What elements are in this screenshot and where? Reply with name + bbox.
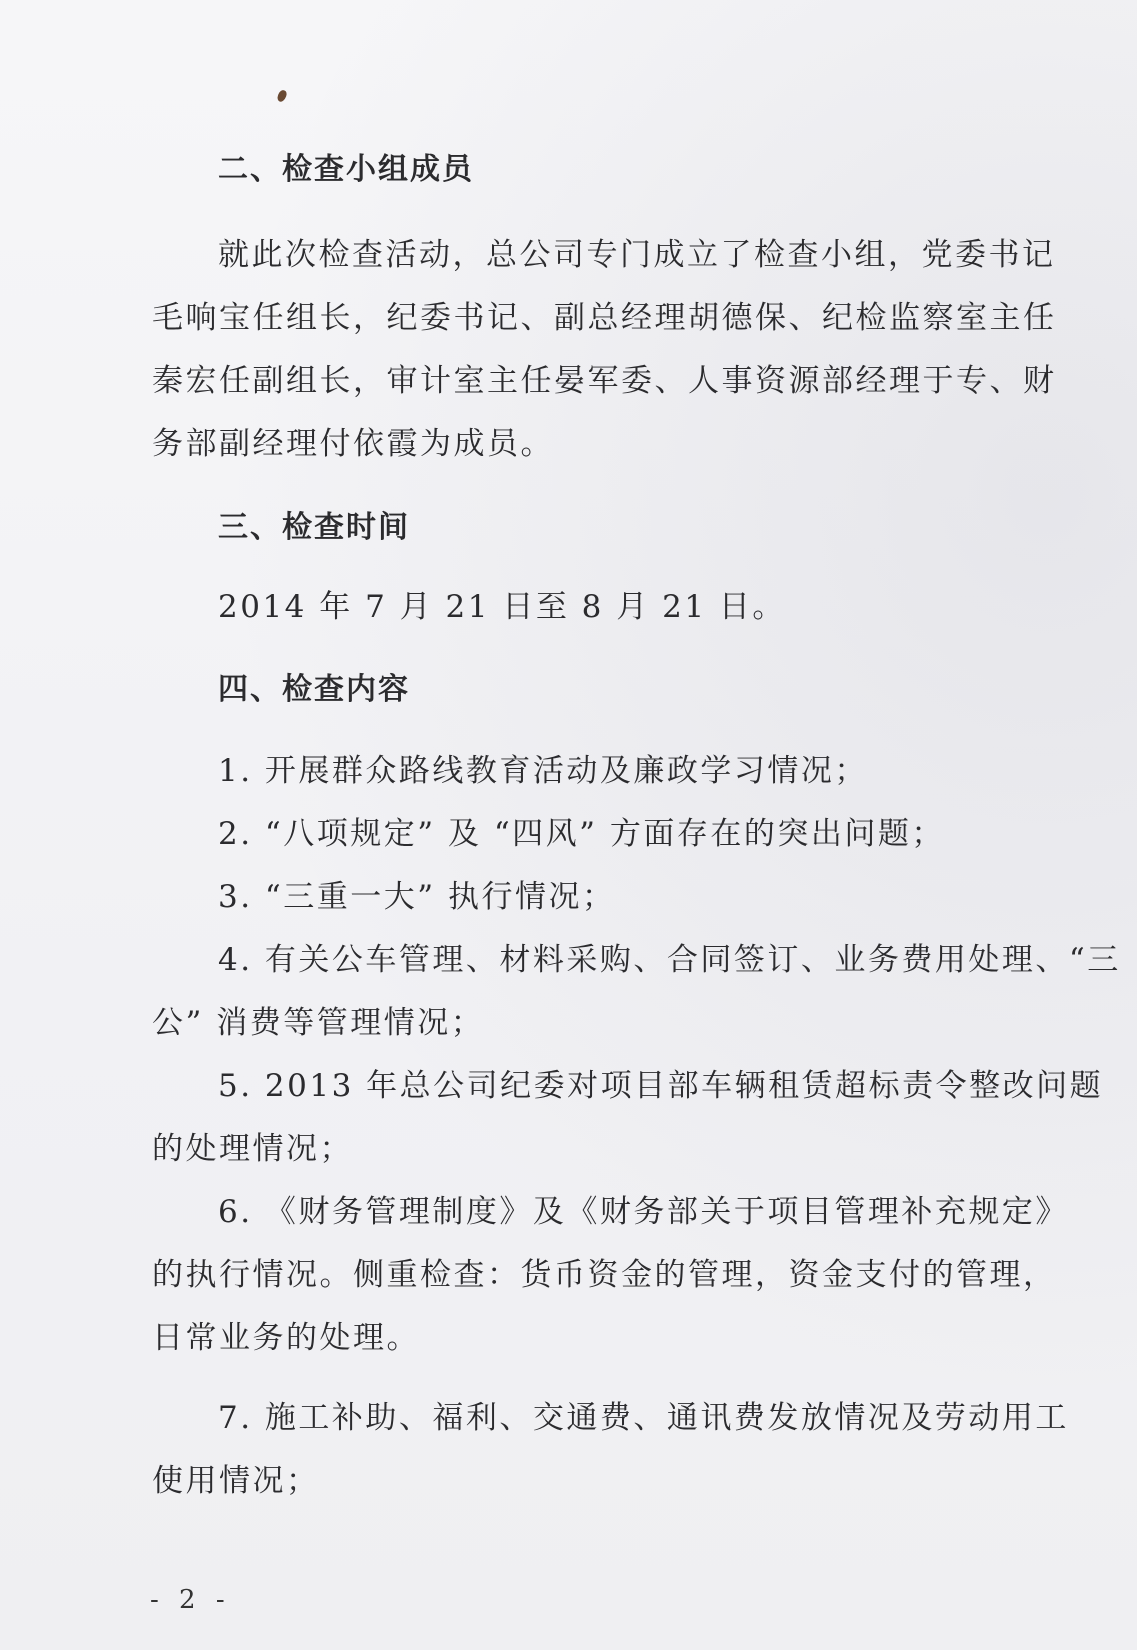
list-item: 3. “三重一大” 执行情况； (218, 879, 616, 915)
list-item: 1. 开展群众路线教育活动及廉政学习情况； (218, 753, 868, 789)
paragraph-line: 毛响宝任组长，纪委书记、副总经理胡德保、纪检监察室主任 (152, 300, 1057, 336)
list-item: 2. “八项规定” 及 “四风” 方面存在的突出问题； (218, 816, 945, 852)
section-heading-content: 四、检查内容 (218, 672, 410, 707)
list-item: 5. 2013 年总公司纪委对项目部车辆租赁超标责令整改问题 (218, 1068, 1104, 1104)
list-item-continuation: 日常业务的处理。 (152, 1320, 420, 1356)
section-heading-members: 二、检查小组成员 (218, 152, 474, 187)
list-item-continuation: 的执行情况。侧重检查：货币资金的管理，资金支付的管理， (152, 1257, 1057, 1293)
list-item-continuation: 的处理情况； (152, 1131, 353, 1167)
paragraph-line: 就此次检查活动，总公司专门成立了检查小组，党委书记 (218, 237, 1056, 273)
page-number: - 2 - (150, 1585, 231, 1615)
paragraph-line: 秦宏任副组长，审计室主任晏军委、人事资源部经理于专、财 (152, 363, 1057, 399)
list-item-continuation: 公” 消费等管理情况； (152, 1005, 485, 1041)
list-item: 6. 《财务管理制度》及《财务部关于项目管理补充规定》 (218, 1194, 1069, 1230)
list-item: 4. 有关公车管理、材料采购、合同签订、业务费用处理、“三 (218, 942, 1121, 978)
list-item: 7. 施工补助、福利、交通费、通讯费发放情况及劳动用工 (218, 1400, 1069, 1436)
ink-speck (276, 89, 288, 103)
paragraph-line: 务部副经理付依霞为成员。 (152, 426, 554, 462)
list-item-continuation: 使用情况； (152, 1463, 320, 1499)
paragraph-line: 2014 年 7 月 21 日至 8 月 21 日。 (218, 589, 786, 625)
section-heading-time: 三、检查时间 (218, 510, 410, 545)
